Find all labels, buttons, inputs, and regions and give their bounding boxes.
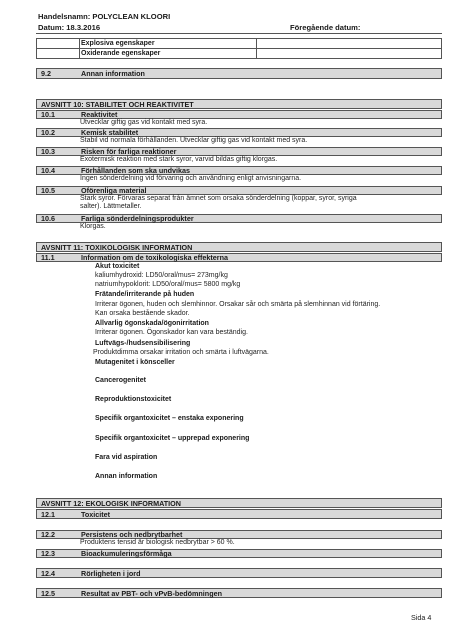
eye-damage-title: Allvarlig ögonskada/ögonirritation: [95, 320, 209, 327]
subsection-text: Stabil vid normala förhållanden. Utvecklar giftig gas vid kontakt med syra.: [80, 137, 308, 144]
acute-toxicity-title: Akut toxicitet: [95, 263, 140, 270]
document-date: Datum: 18.3.2016: [38, 23, 101, 32]
subsection-text: Klorgas.: [80, 223, 106, 230]
properties-table: [36, 38, 442, 59]
subsection-title: Oförenliga material: [81, 186, 147, 195]
subsection-title: Kemisk stabilitet: [81, 128, 139, 137]
subsection-10-3: [36, 147, 442, 156]
subsection-title: Risken för farliga reaktioner: [81, 147, 177, 156]
subsection-number: 12.3: [41, 549, 55, 558]
subsection-12-4: [36, 568, 442, 578]
subsection-text: salter). Lättmetaller.: [80, 203, 142, 210]
subsection-10-1: [36, 110, 442, 119]
subsection-number: 10.5: [41, 186, 55, 195]
toxicology-label: Fara vid aspiration: [95, 454, 158, 461]
toxicology-label: Specifik organtoxicitet – upprepad exponering: [95, 435, 250, 442]
acute-toxicity-line: kaliumhydroxid: LD50/oral/mus= 273mg/kg: [95, 272, 228, 279]
sensitisation-title: Luftvägs-/hudsensibilisering: [95, 340, 191, 347]
subsection-title: Annan information: [81, 69, 145, 78]
subsection-title: Rörligheten i jord: [81, 569, 141, 578]
subsection-text: Utvecklar giftig gas vid kontakt med syra.: [80, 119, 208, 126]
subsection-number: 12.2: [41, 530, 55, 539]
subsection-title: Reaktivitet: [81, 110, 118, 119]
section-title: AVSNITT 10: STABILITET OCH REAKTIVITET: [41, 100, 194, 109]
subsection-number: 12.5: [41, 589, 55, 598]
subsection-10-2: [36, 128, 442, 137]
subsection-title: Förhållanden som ska undvikas: [81, 166, 191, 175]
subsection-10-6: [36, 214, 442, 223]
page-number: Sida 4: [411, 613, 432, 622]
previous-date: Föregående datum:: [290, 23, 361, 32]
toxicology-label: Cancerogenitet: [95, 377, 146, 384]
toxicology-label: Reproduktionstoxicitet: [95, 396, 172, 403]
skin-irritation-line: Irriterar ögonen, huden och slemhinnor. Orsakar sår och smärta på slemhinnan vid förtäring.: [95, 301, 381, 308]
sensitisation-line: Produktdimma orsakar irritation och smärta i luftvägarna.: [93, 349, 269, 356]
subsection-number: 10.3: [41, 147, 55, 156]
toxicology-label: Mutagenitet i könsceller: [95, 359, 175, 366]
subsection-12-1: [36, 509, 442, 519]
subsection-number: 12.4: [41, 569, 55, 578]
section-title: AVSNITT 12: EKOLOGISK INFORMATION: [41, 499, 181, 508]
section-10-header: [36, 99, 442, 109]
subsection-text: Exotermisk reaktion med stark syror, varvid bildas giftig klorgas.: [80, 156, 278, 163]
subsection-number: 9.2: [41, 69, 51, 78]
table-row: Oxiderande egenskaper: [81, 50, 161, 57]
subsection-text: Ingen sönderdelning vid förvaring och användning enligt anvisningarna.: [80, 175, 302, 182]
toxicology-label: Specifik organtoxicitet – enstaka exponering: [95, 415, 244, 422]
subsection-title: Bioackumuleringsförmåga: [81, 549, 172, 558]
skin-irritation-title: Frätande/irriterande på huden: [95, 291, 195, 298]
toxicology-label: Annan information: [95, 473, 158, 480]
eye-damage-line: Irriterar ögonen. Ögonskador kan vara beständig.: [95, 329, 248, 336]
section-11-header: [36, 242, 442, 252]
subsection-12-5: [36, 588, 442, 598]
subsection-12-2: [36, 530, 442, 539]
subsection-number: 12.1: [41, 510, 55, 519]
subsection-11-1: [36, 253, 442, 262]
skin-irritation-line: Kan orsaka bestående skador.: [95, 310, 190, 317]
subsection-12-3: [36, 549, 442, 558]
section-12-header: [36, 498, 442, 508]
subsection-number: 10.4: [41, 166, 55, 175]
subsection-number: 10.6: [41, 214, 55, 223]
subsection-number: 10.1: [41, 110, 55, 119]
header-divider: [36, 33, 442, 34]
subsection-number: 11.1: [41, 253, 55, 262]
trade-name: Handelsnamn: POLYCLEAN KLOORI: [38, 12, 171, 21]
subsection-text: Stark syror. Förvaras separat från ämnet som orsaka sönderdelning (koppar, syror, syriga: [80, 195, 357, 202]
table-col-divider: [256, 39, 257, 58]
table-col-divider: [79, 39, 80, 58]
subsection-title: Toxicitet: [81, 510, 111, 519]
subsection-9-2: [36, 68, 442, 79]
subsection-title: Resultat av PBT- och vPvB-bedömningen: [81, 589, 222, 598]
subsection-10-4: [36, 166, 442, 175]
subsection-10-5: [36, 186, 442, 195]
subsection-title: Persistens och nedbrytbarhet: [81, 530, 183, 539]
table-row: Explosiva egenskaper: [81, 40, 155, 47]
subsection-number: 10.2: [41, 128, 55, 137]
section-title: AVSNITT 11: TOXIKOLOGISK INFORMATION: [41, 243, 193, 252]
acute-toxicity-line: natriumhypoklorit: LD50/oral/mus= 5800 mg/kg: [95, 281, 241, 288]
subsection-title: Farliga sönderdelningsprodukter: [81, 214, 194, 223]
subsection-title: Information om de toxikologiska effekterna: [81, 253, 228, 262]
subsection-text: Produktens tensid är biologisk nedbrytbar > 60 %.: [80, 539, 235, 546]
